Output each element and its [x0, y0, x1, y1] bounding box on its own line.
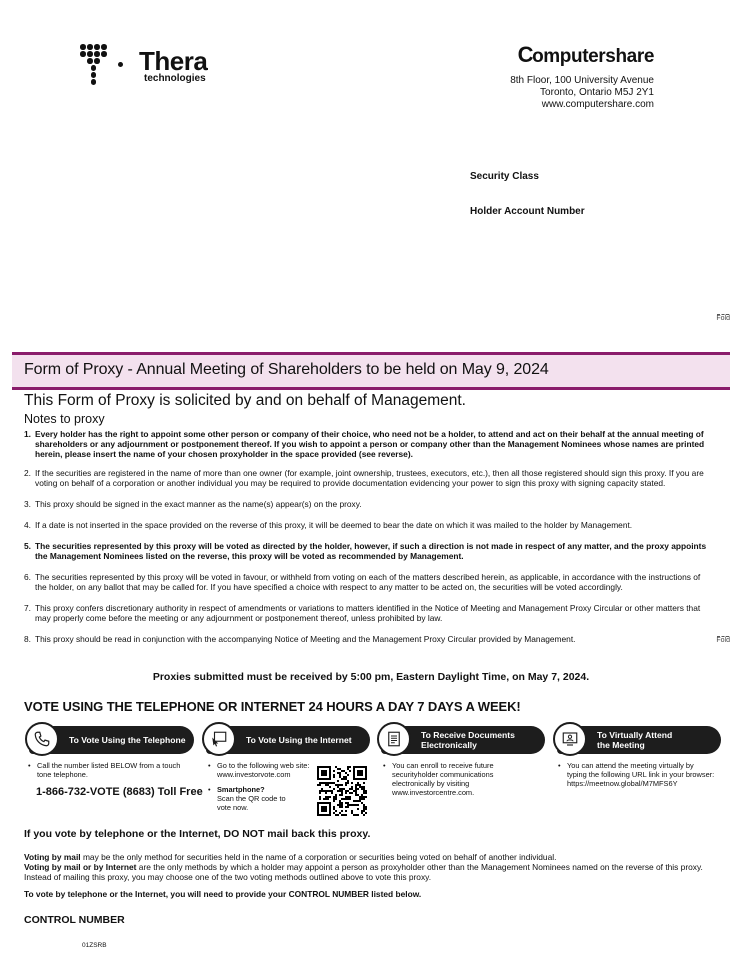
- phone-vote-pill: [29, 726, 194, 754]
- virtual-meeting-label: To Virtually Attend the Meeting: [597, 730, 673, 750]
- solicitation-statement: This Form of Proxy is solicited by and on behalf of Management.: [24, 392, 466, 409]
- note-item: 4. If a date is not inserted in the space provided on the reverse of this proxy, it will be deemed to bear the date on which it was mailed to the holder by Management.: [24, 520, 633, 530]
- form-title: Form of Proxy - Annual Meeting of Shareholders to be held on May 9, 2024: [24, 361, 549, 378]
- cursor-screen-icon: [210, 730, 228, 748]
- documents-label: To Receive Documents Electronically: [421, 730, 515, 750]
- proxy-deadline: Proxies submitted must be received by 5:00 pm, Eastern Daylight Time, on May 7, 2024.: [152, 671, 590, 683]
- holder-account-label: Holder Account Number: [470, 206, 585, 217]
- thera-dots-logo-icon: [80, 44, 110, 84]
- note-item: 7. This proxy confers discretionary authority in respect of amendments or variations to matters identified in the Notice of Meeting and Management Proxy Circular or other matters that may properly come before the meeting or any adjournment or postponement thereof, unless prohibited by law.: [24, 603, 701, 623]
- note-item: 1. Every holder has the right to appoint some other person or company of their choice, who need not be a holder, to attend and act on their behalf at the annual meeting of shareholders or any adjournment or postponement thereof. If you wish to appoint a person or company other than the Management Nominees whose names are printed herein, please insert the name of your chosen proxyholder in the space provided (see reverse).: [24, 429, 705, 459]
- note-item: 8. This proxy should be read in conjunction with the accompanying Notice of Meeting and the Management Proxy Circular provided by Management.: [24, 634, 576, 644]
- control-number-instructions: To vote by telephone or the Internet, you will need to provide your CONTROL NUMBER listed below.: [24, 889, 422, 899]
- note-item: 3. This proxy should be signed in the exact manner as the name(s) appear(s) on the proxy.: [24, 499, 362, 509]
- phone-instructions: • Call the number listed BELOW from a touch tone telephone.: [28, 761, 181, 779]
- notes-list: [24, 429, 714, 644]
- agent-address: 8th Floor, 100 University Avenue Toronto, Ontario M5J 2Y1 www.computershare.com: [510, 75, 654, 110]
- thera-logo: [80, 44, 230, 86]
- form-title-band: [12, 352, 730, 390]
- control-number-label: CONTROL NUMBER: [24, 914, 125, 926]
- virtual-meeting-pill: [557, 726, 721, 754]
- mail-voting-paragraph: Voting by mail may be the only method for securities held in the name of a corporation or securities being voted on behalf of another individual. Voting by mail or by Internet are the only methods by which a holder may appoint a person as proxyholder other than the Management Nominees named on the reverse of this proxy. Instead of mailing this proxy, you may choose one of the two voting methods outlined above to vote this proxy.: [24, 852, 703, 882]
- security-class-label: Security Class: [470, 171, 539, 182]
- internet-vote-pill: [206, 726, 370, 754]
- documents-instructions: • You can enroll to receive future securityholder communications electronically by visiting www.investorcentre.com.: [383, 761, 494, 797]
- phone-vote-label: To Vote Using the Telephone: [69, 735, 186, 745]
- toll-free-number: 1-866-732-VOTE (8683) Toll Free: [36, 786, 203, 798]
- thera-subtitle: technologies: [144, 73, 206, 84]
- vote-heading: VOTE USING THE TELEPHONE OR INTERNET 24 HOURS A DAY 7 DAYS A WEEK!: [24, 699, 521, 714]
- fold-mark: Fold: [716, 637, 730, 644]
- thera-wordmark: Thera: [139, 46, 208, 76]
- documents-pill: [381, 726, 545, 754]
- do-not-mail-notice: If you vote by telephone or the Internet, DO NOT mail back this proxy.: [24, 828, 371, 840]
- computershare-block: [434, 44, 654, 111]
- note-item: 6. The securities represented by this proxy will be voted in favour, or withheld from voting on each of the matters described herein, as applicable, in accordance with the instructions of the holder, on any ballot that may be called for. If you have specified a choice with respect to any matter to be acted on, the securities will be voted accordingly.: [24, 572, 701, 592]
- virtual-meeting-icon: [561, 730, 579, 748]
- logo-separator-dot: [118, 62, 123, 67]
- fold-mark: Fold: [716, 315, 730, 322]
- form-code: 01ZSRB: [82, 942, 107, 949]
- smartphone-instructions: • Smartphone? Scan the QR code to vote now.: [208, 785, 286, 812]
- notes-heading: Notes to proxy: [24, 412, 105, 426]
- phone-icon: [33, 730, 51, 748]
- computershare-logo: Computershare: [517, 42, 654, 67]
- qr-code[interactable]: [317, 766, 367, 816]
- note-item: 2. If the securities are registered in the name of more than one owner (for example, joint ownership, trustees, executors, etc.), then all those registered should sign this proxy. If you are voting on behalf of a corporation or another individual you may be required to provide documentation evidencing your power to sign this proxy with signing capacity stated.: [24, 468, 704, 488]
- note-item: 5. The securities represented by this proxy will be voted as directed by the holder, however, if such a direction is not made in respect of any matter, and the proxy appoints the Management Nominees listed on the reverse, this proxy will be voted as recommended by Management.: [24, 541, 707, 561]
- internet-instructions: • Go to the following web site: www.investorvote.com: [208, 761, 310, 779]
- document-icon: [385, 730, 403, 748]
- internet-vote-label: To Vote Using the Internet: [246, 735, 352, 745]
- virtual-instructions: • You can attend the meeting virtually by typing the following URL link in your browser: https://meetnow.global/M7MFS6Y: [558, 761, 715, 788]
